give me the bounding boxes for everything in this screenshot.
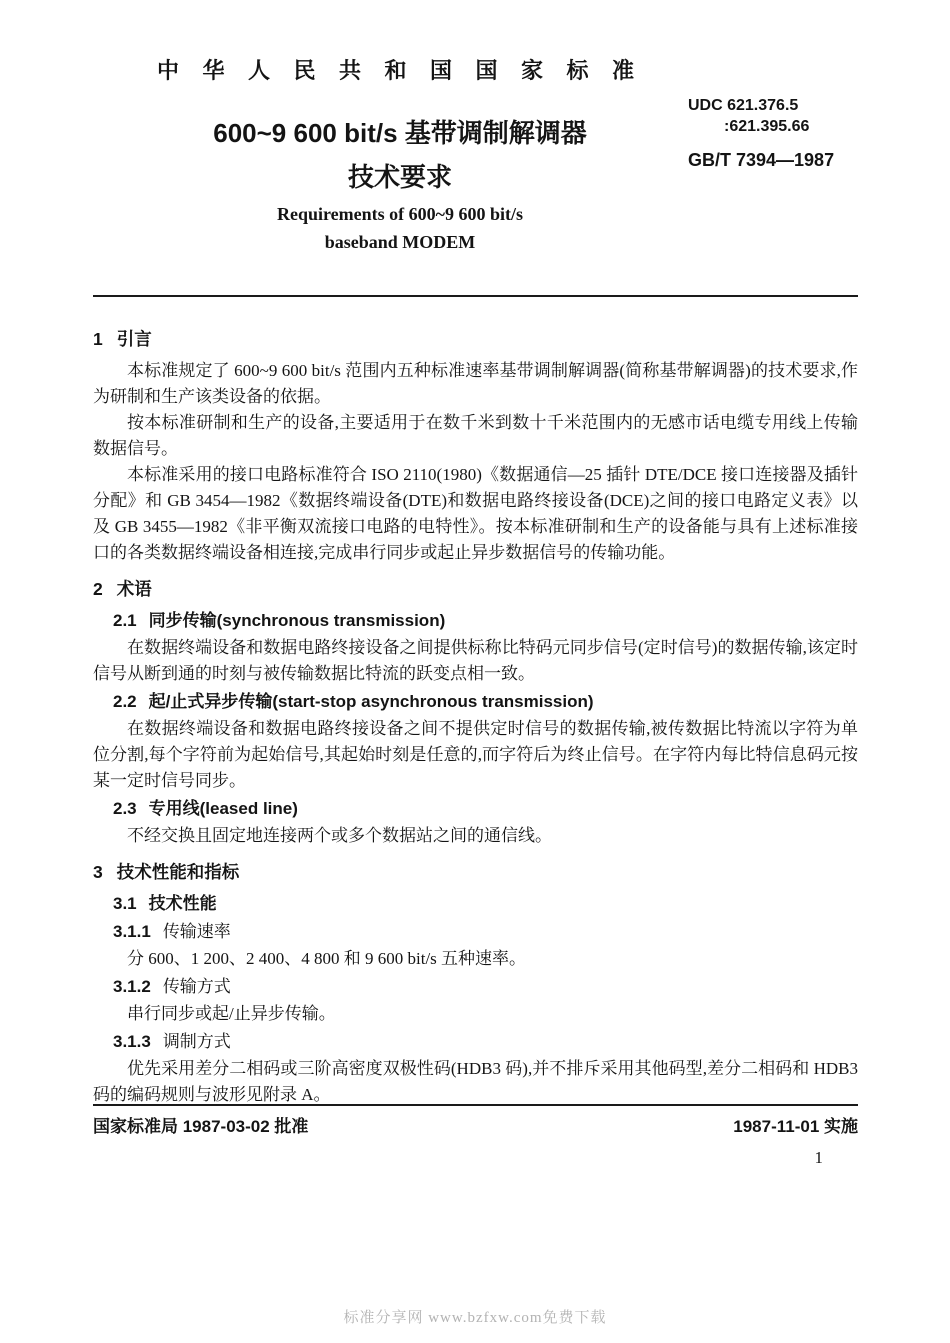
paragraph: 优先采用差分二相码或三阶高密度双极性码(HDB3 码),并不排斥采用其他码型,差分二相码和 HDB3 码的编码规则与波形见附录 A。 — [93, 1059, 858, 1104]
section-3-heading — [93, 859, 858, 885]
section-title: 专用线(leased line) — [148, 799, 298, 818]
section-number: 2 — [93, 579, 103, 599]
section-number: 3.1 — [113, 894, 137, 913]
paragraph: 串行同步或起/止异步传输。 — [127, 1004, 336, 1023]
paragraph: 分 600、1 200、2 400、4 800 和 9 600 bit/s 五种速率。 — [127, 949, 527, 968]
paragraph: 本标准规定了 600~9 600 bit/s 范围内五种标准速率基带调制解调器(简称基带解调器)的技术要求,作为研制和生产该类设备的依据。 — [93, 361, 858, 406]
english-subtitle-line1: Requirements of 600~9 600 bit/s — [276, 204, 524, 224]
paragraph: 本标准采用的接口电路标准符合 ISO 2110(1980)《数据通信—25 插针 DTE/DCE 接口连接器及插针分配》和 GB 3454—1982《数据终端设备(DTE)和数据电路终接设备(DCE)之间的接口电路定义表》以及 GB 3455—1982《非平衡双流接口电路的电特性》。按本标准研制和生产的设备能与具有上述标准接口的各类数据终端设备相连接,完成串行同步或起止异步数据信号的传输功能。 — [93, 465, 858, 562]
section-title: 技术性能和指标 — [116, 862, 240, 882]
approval-date: 国家标准局 1987-03-02 批准 — [93, 1117, 309, 1136]
section-title: 引言 — [116, 329, 152, 349]
section-title: 技术性能 — [148, 894, 217, 913]
section-title: 传输速率 — [162, 922, 231, 941]
footer-divider-rule — [93, 1104, 858, 1106]
watermark-text: 标准分享网 www.bzfxw.com免费下载 — [343, 1310, 607, 1326]
section-number: 2.2 — [113, 692, 137, 711]
subsection-3-1-2-heading — [113, 974, 858, 1000]
document-body — [93, 326, 858, 1108]
footer-row — [93, 1112, 858, 1137]
page-number: 1 — [814, 1148, 823, 1167]
subsection-3-1-3-heading — [113, 1029, 858, 1055]
section-number: 3 — [93, 862, 103, 882]
document-title-line1: 600~9 600 bit/s 基带调制解调器 — [213, 118, 587, 148]
paragraph: 按本标准研制和生产的设备,主要适用于在数千米到数十千米范围内的无感市话电缆专用线上传输数据信号。 — [93, 413, 858, 458]
implementation-date: 1987-11-01 实施 — [733, 1117, 858, 1136]
udc-line2: :621.395.66 — [724, 118, 810, 135]
section-number: 3.1.3 — [113, 1032, 151, 1051]
subsection-2-2-heading — [113, 689, 858, 715]
section-number: 1 — [93, 329, 103, 349]
document-title-line2: 技术要求 — [347, 162, 452, 192]
section-title: 术语 — [116, 579, 152, 599]
udc-classification — [688, 95, 868, 137]
subsection-3-1-heading — [113, 891, 858, 917]
subsection-2-3-heading — [113, 796, 858, 822]
national-standard-label: 中 华 人 民 共 和 国 国 家 标 准 — [156, 58, 643, 83]
section-number: 3.1.1 — [113, 922, 151, 941]
paragraph: 在数据终端设备和数据电路终接设备之间不提供定时信号的数据传输,被传数据比特流以字符为单位分割,每个字符前为起始信号,其起始时刻是任意的,而字符后为终止信号。在字符内每比特信息码元按某一定时信号同步。 — [93, 719, 858, 790]
header-divider-rule — [93, 295, 858, 297]
section-title: 同步传输(synchronous transmission) — [148, 611, 446, 630]
subsection-2-1-heading — [113, 608, 858, 634]
standard-number: GB/T 7394—1987 — [688, 150, 835, 170]
section-number: 2.1 — [113, 611, 137, 630]
section-1-heading — [93, 326, 858, 352]
section-title: 传输方式 — [162, 977, 231, 996]
section-number: 3.1.2 — [113, 977, 151, 996]
english-subtitle-line2: baseband MODEM — [324, 232, 476, 252]
paragraph: 不经交换且固定地连接两个或多个数据站之间的通信线。 — [127, 826, 552, 845]
subsection-3-1-1-heading — [113, 919, 858, 945]
section-2-heading — [93, 576, 858, 602]
paragraph: 在数据终端设备和数据电路终接设备之间提供标称比特码元同步信号(定时信号)的数据传输,该定时信号从断到通的时刻与被传输数据比特流的跃变点相一致。 — [93, 638, 858, 683]
section-number: 2.3 — [113, 799, 137, 818]
section-title: 起/止式异步传输(start-stop asynchronous transmission) — [148, 692, 594, 711]
udc-line1: UDC 621.376.5 — [688, 97, 799, 114]
section-title: 调制方式 — [162, 1032, 231, 1051]
